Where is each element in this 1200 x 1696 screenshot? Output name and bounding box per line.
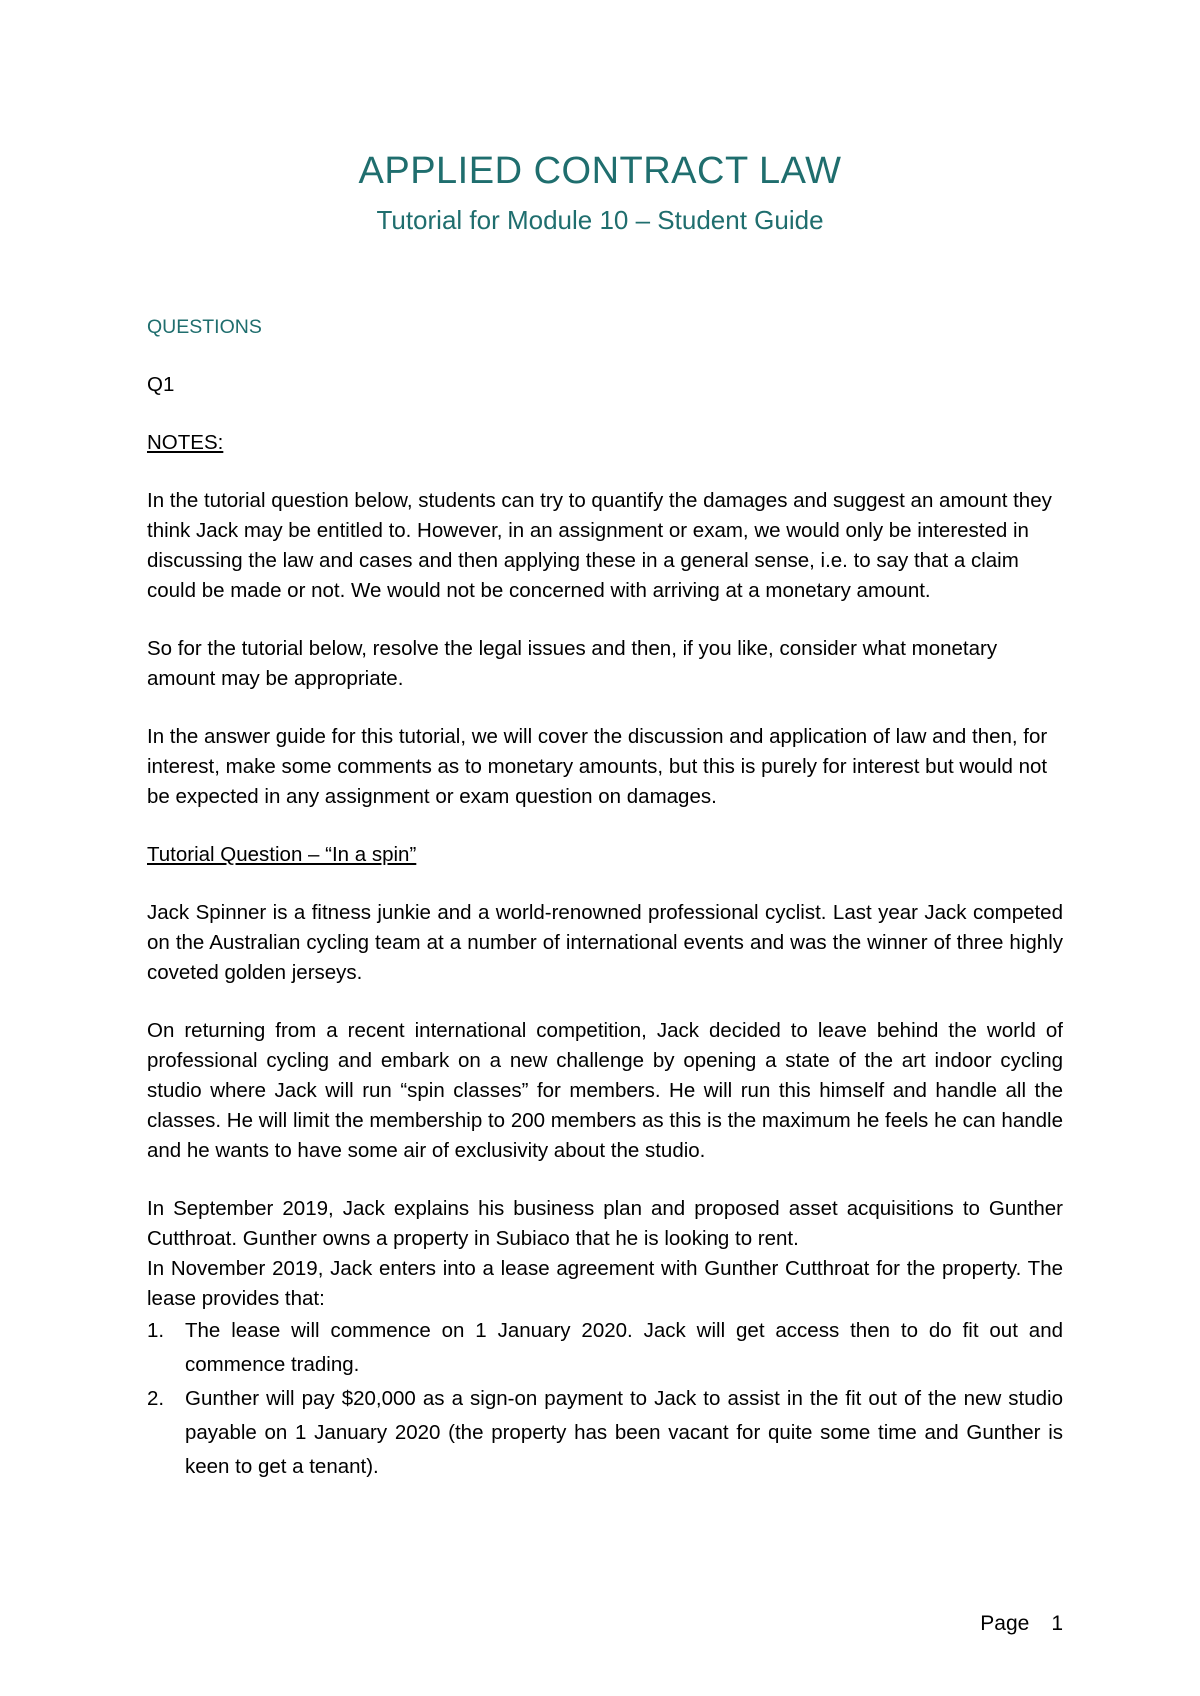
tutorial-heading: Tutorial Question – “In a spin” (147, 843, 417, 866)
page-number: 1 (1051, 1612, 1063, 1635)
notes-paragraph: So for the tutorial below, resolve the legal issues and then, if you like, consider what monetary amount may be appropriate. (147, 637, 998, 690)
list-item-text: Gunther will pay $20,000 as a sign-on payment to Jack to assist in the fit out of the new studio payable on 1 January 2020 (the property has been vacant for quite some time and Gunther is keen to get a tenant). (185, 1387, 1063, 1478)
lease-terms-list (147, 1314, 1063, 1484)
question-label: Q1 (147, 373, 175, 396)
tutorial-paragraph: On returning from a recent international competition, Jack decided to leave behind the world of professional cycling and embark on a new challenge by opening a state of the art indoor cycling studio where Jack will run “spin classes” for members. He will run this himself and handle all the classes. He will limit the membership to 200 members as this is the maximum he feels he can handle and he wants to have some air of exclusivity about the studio. (147, 1019, 1063, 1162)
november-paragraph: In November 2019, Jack enters into a lease agreement with Gunther Cutthroat for the property. The lease provides that: (147, 1257, 1063, 1310)
page-footer (980, 1612, 1063, 1636)
september-paragraph: In September 2019, Jack explains his business plan and proposed asset acquisitions to Gunther Cutthroat. Gunther owns a property in Subiaco that he is looking to rent. (147, 1197, 1063, 1250)
list-item (147, 1382, 1063, 1484)
document-title: APPLIED CONTRACT LAW (358, 150, 842, 192)
list-item-text: The lease will commence on 1 January 2020. Jack will get access then to do fit out and commence trading. (185, 1319, 1063, 1376)
list-item (147, 1314, 1063, 1382)
section-heading: QUESTIONS (147, 316, 262, 338)
document-subtitle: Tutorial for Module 10 – Student Guide (376, 205, 824, 235)
notes-heading: NOTES: (147, 431, 224, 454)
document-body (147, 312, 1063, 1484)
list-item-number: 1. (147, 1319, 165, 1342)
page-label: Page (980, 1612, 1030, 1635)
notes-paragraph: In the answer guide for this tutorial, we will cover the discussion and application of law and then, for interest, make some comments as to monetary amounts, but this is purely for interest but would not be expected in any assignment or exam question on damages. (147, 725, 1048, 808)
notes-paragraph: In the tutorial question below, students can try to quantify the damages and suggest an amount they think Jack may be entitled to. However, in an assignment or exam, we would only be interested in discussing the law and cases and then applying these in a general sense, i.e. to say that a claim could be made or not. We would not be concerned with arriving at a monetary amount. (147, 489, 1052, 602)
tutorial-paragraph: Jack Spinner is a fitness junkie and a world-renowned professional cyclist. Last year Jack competed on the Australian cycling team at a number of international events and was the winner of three highly coveted golden jerseys. (147, 901, 1063, 984)
list-item-number: 2. (147, 1387, 165, 1410)
